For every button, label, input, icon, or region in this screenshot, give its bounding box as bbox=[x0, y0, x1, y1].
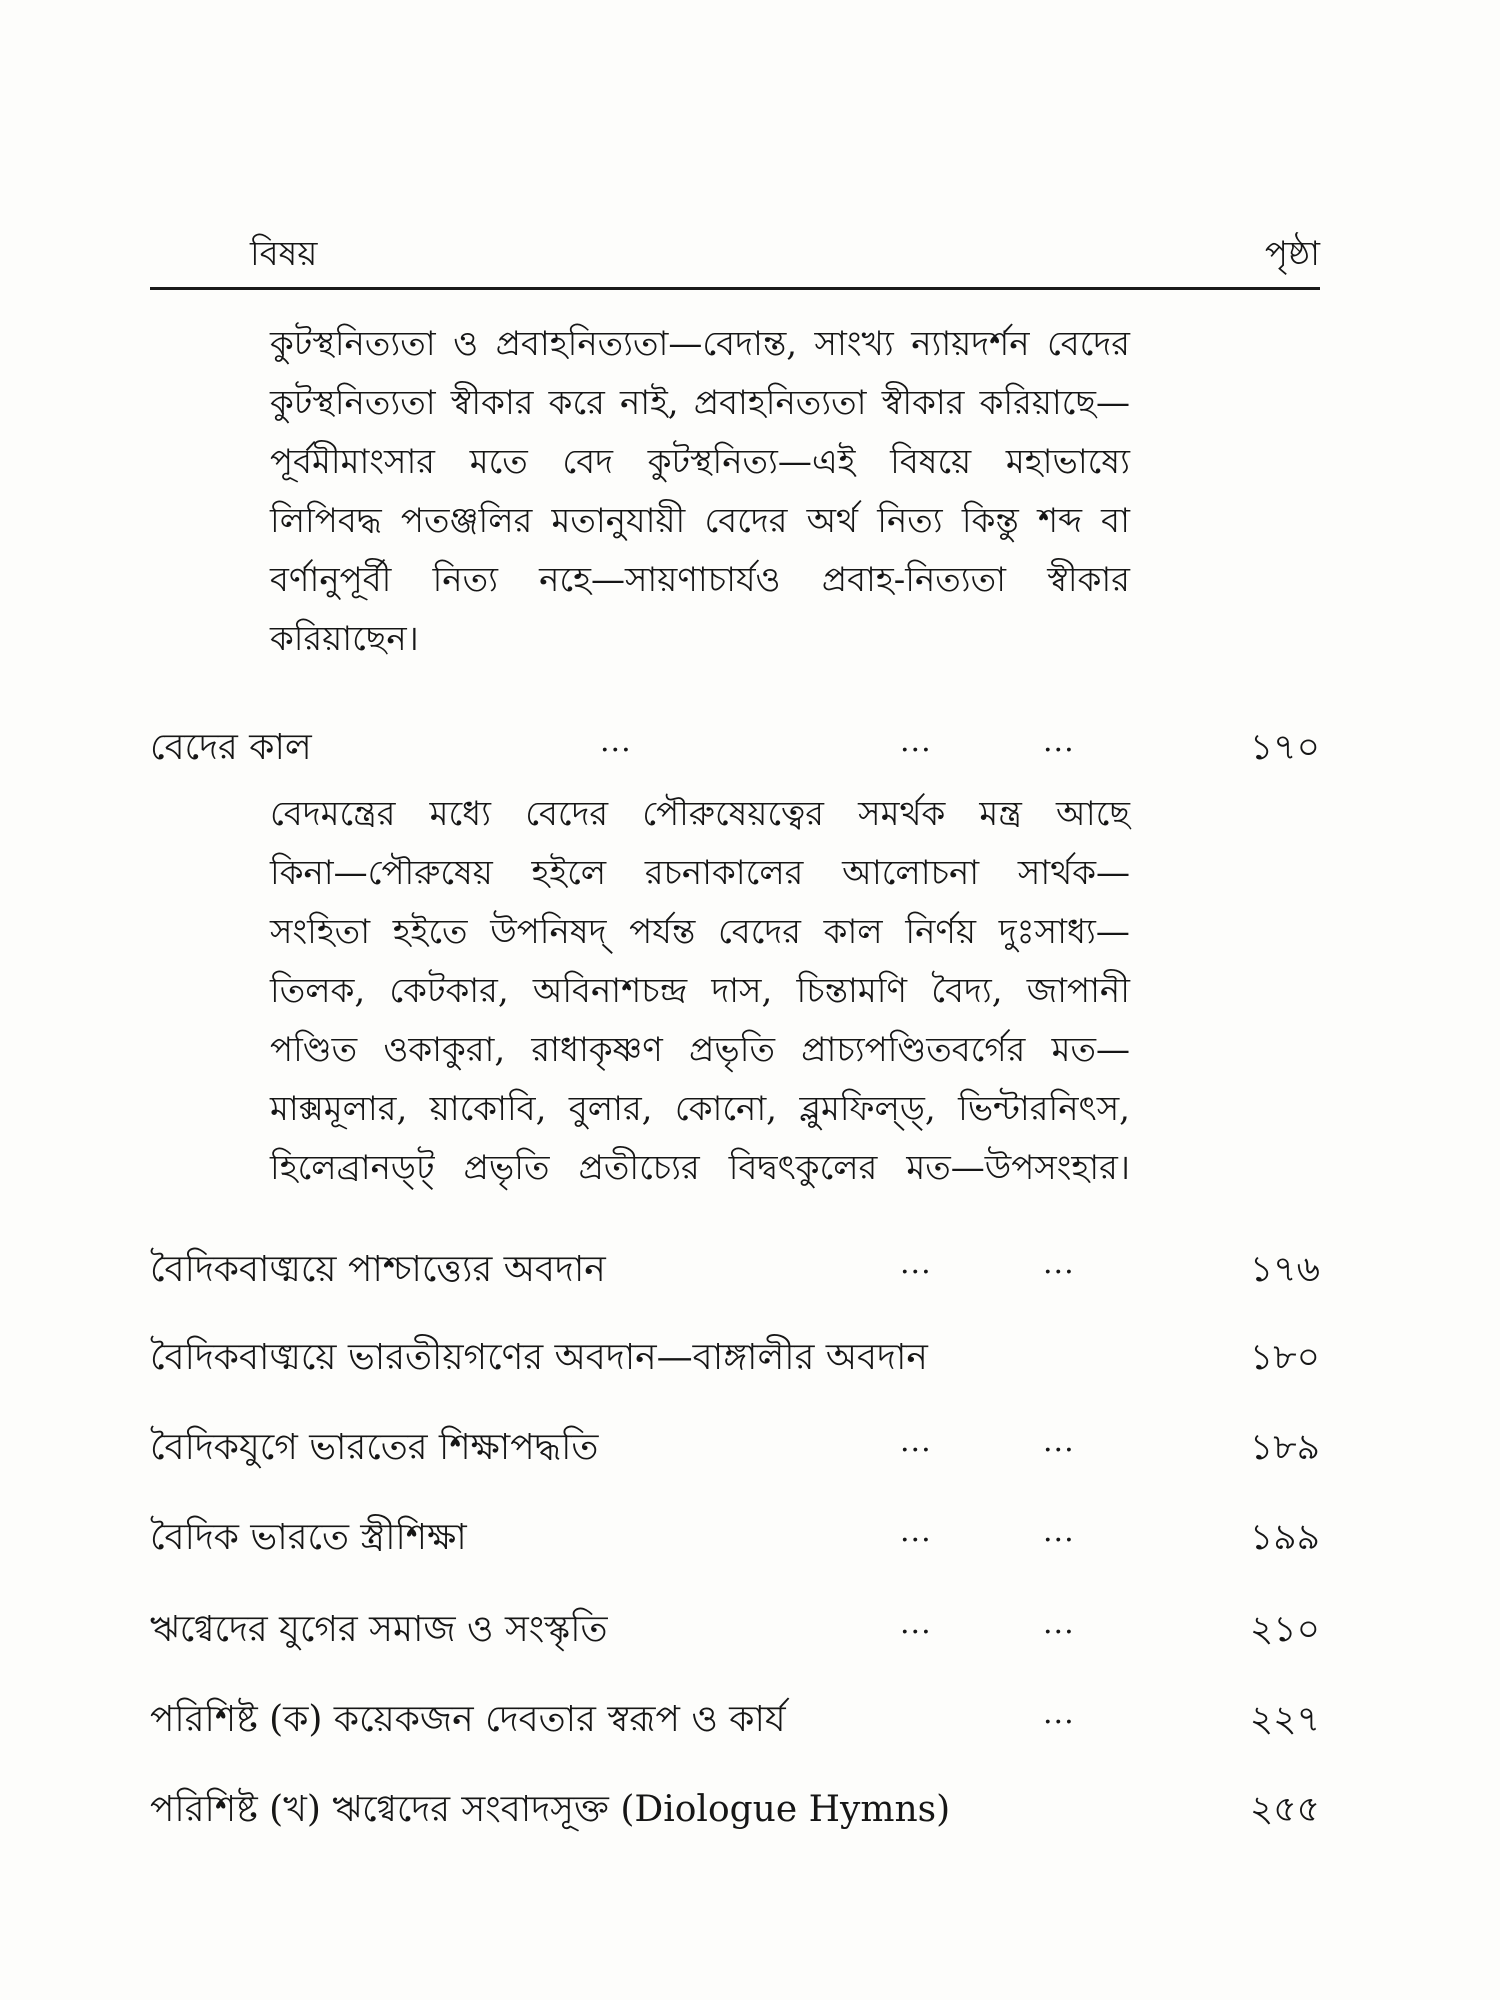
word: কিনা—পৌরুষেয় bbox=[270, 853, 493, 893]
leader-dots: ... bbox=[900, 1514, 932, 1549]
word: মধ্যে bbox=[429, 794, 492, 834]
header-page-label: পৃষ্ঠা bbox=[1264, 234, 1320, 274]
toc-entry-title: বৈদিকযুগে ভারতের শিক্ষাপদ্ধতি bbox=[150, 1427, 599, 1468]
toc-entry-title: পরিশিষ্ট (খ) ঋগ্বেদের সংবাদসূক্ত (Diologue Hymns) bbox=[150, 1789, 951, 1830]
toc-entry[interactable] bbox=[150, 1328, 1320, 1388]
word: প্রাচ্যপণ্ডিতবর্গের bbox=[801, 1030, 1026, 1070]
word: উপনিষদ্ bbox=[490, 912, 607, 952]
toc-entry-title: বৈদিক ভারতে স্ত্রীশিক্ষা bbox=[150, 1517, 467, 1558]
word: করে bbox=[548, 383, 605, 423]
description-line bbox=[270, 844, 1130, 903]
word: স্বীকার bbox=[450, 383, 534, 423]
word: য়াকোবি, bbox=[429, 1089, 547, 1129]
description-line bbox=[270, 1021, 1130, 1080]
toc-entry-page: ২২৭ bbox=[1249, 1699, 1320, 1740]
description-line bbox=[270, 1080, 1130, 1139]
word: নিত্য bbox=[432, 560, 498, 600]
description-line bbox=[270, 610, 1130, 669]
toc-entry-title: বৈদিকবাঙ্ময়ে ভারতীয়গণের অবদান—বাঙ্গালীর অবদান bbox=[150, 1337, 928, 1378]
description-line bbox=[270, 785, 1130, 844]
leader-dots: ... bbox=[900, 1246, 932, 1281]
word: মাক্সমূলার, bbox=[270, 1089, 408, 1129]
word: হইলে bbox=[531, 853, 607, 893]
leader-dots: ... bbox=[1043, 1424, 1075, 1459]
word: বিষয়ে bbox=[890, 442, 972, 482]
word: প্রবাহ-নিত্যতা bbox=[821, 560, 1007, 600]
word: বৈদ্য, bbox=[931, 971, 1003, 1011]
word: সমর্থক bbox=[858, 794, 946, 834]
word: সাংখ্য bbox=[814, 324, 894, 364]
toc-entry-title: বেদের কাল bbox=[150, 727, 312, 768]
word: লিপিবদ্ধ bbox=[270, 501, 382, 541]
toc-entry-title: পরিশিষ্ট (ক) কয়েকজন দেবতার স্বরূপ ও কার্য bbox=[150, 1699, 786, 1740]
leader-dots: ... bbox=[900, 724, 932, 759]
toc-entry-page: ১৭৬ bbox=[1249, 1249, 1320, 1290]
toc-entry-page: ১৮৯ bbox=[1249, 1427, 1320, 1468]
word: স্বীকার bbox=[881, 383, 965, 423]
word: অবিনাশচন্দ্র bbox=[532, 971, 688, 1011]
word: মহাভাষ্যে bbox=[1005, 442, 1130, 482]
word: রচনাকালের bbox=[644, 853, 804, 893]
word: ব্লুমফিল্ড্, bbox=[799, 1089, 936, 1129]
table-of-contents-header bbox=[150, 228, 1320, 288]
toc-entry[interactable] bbox=[150, 1240, 1320, 1300]
word: করিয়াছেন। bbox=[270, 619, 419, 659]
word: পৌরুষেয়ত্বের bbox=[642, 794, 824, 834]
word: তিলক, bbox=[270, 971, 366, 1011]
leader-dots: ... bbox=[1043, 1606, 1075, 1641]
leader-dots: ... bbox=[600, 724, 632, 759]
word: পূর্বমীমাংসার bbox=[270, 442, 436, 482]
word: রাধাকৃষ্ণণ bbox=[531, 1030, 663, 1070]
description-line bbox=[270, 1139, 1130, 1198]
description-line bbox=[270, 962, 1130, 1021]
toc-entry[interactable] bbox=[150, 1690, 1320, 1750]
description-line bbox=[270, 903, 1130, 962]
word: করিয়াছে— bbox=[979, 383, 1130, 423]
word: দাস, bbox=[711, 971, 773, 1011]
header-rule bbox=[150, 287, 1320, 290]
description-line bbox=[270, 492, 1130, 551]
word: কেটকার, bbox=[389, 971, 509, 1011]
word: প্রভৃতি bbox=[689, 1030, 775, 1070]
word: মত— bbox=[1051, 1030, 1130, 1070]
leader-dots: ... bbox=[1043, 1514, 1075, 1549]
leader-dots: ... bbox=[1043, 1246, 1075, 1281]
toc-entry-title: বৈদিকবাঙ্ময়ে পাশ্চাত্ত্যের অবদান bbox=[150, 1249, 606, 1290]
word: মতে bbox=[469, 442, 528, 482]
word: আছে bbox=[1056, 794, 1130, 834]
word: মন্ত্র bbox=[979, 794, 1022, 834]
toc-entry-title: ঋগ্বেদের যুগের সমাজ ও সংস্কৃতি bbox=[150, 1609, 608, 1650]
word: পণ্ডিত bbox=[270, 1030, 358, 1070]
word: বিদ্বৎকুলের bbox=[728, 1148, 878, 1188]
toc-entry-page: ১৮০ bbox=[1249, 1337, 1320, 1378]
word: নিত্য bbox=[877, 501, 943, 541]
toc-entry[interactable] bbox=[150, 1418, 1320, 1478]
toc-entry-page: ১৭০ bbox=[1249, 727, 1320, 768]
word: কুটস্থনিত্যতা bbox=[270, 324, 436, 364]
word: কুটস্থনিত্য—এই bbox=[647, 442, 856, 482]
word: বেদের bbox=[525, 794, 609, 834]
toc-entry[interactable] bbox=[150, 718, 1320, 778]
header-subject-label: বিষয় bbox=[250, 234, 318, 274]
word: প্রবাহনিত্যতা—বেদান্ত, bbox=[495, 324, 798, 364]
word: হিলেব্রানড্ট্ bbox=[270, 1148, 435, 1188]
word: পর্যন্ত bbox=[629, 912, 696, 952]
toc-entry[interactable] bbox=[150, 1508, 1320, 1568]
word: বেদের bbox=[704, 501, 788, 541]
word: স্বীকার bbox=[1047, 560, 1130, 600]
description-line bbox=[270, 315, 1130, 374]
leader-dots: ... bbox=[900, 1424, 932, 1459]
toc-entry[interactable] bbox=[150, 1780, 1320, 1840]
leader-dots: ... bbox=[900, 1606, 932, 1641]
leader-dots: ... bbox=[1043, 724, 1075, 759]
word: বর্ণানুপূর্বী bbox=[270, 560, 392, 600]
word: হইতে bbox=[392, 912, 468, 952]
word: ও bbox=[453, 324, 479, 364]
word: সংহিতা bbox=[270, 912, 371, 952]
word: দুঃসাধ্য— bbox=[998, 912, 1130, 952]
word: নহে—সায়ণাচার্যও bbox=[539, 560, 781, 600]
word: কুটস্থনিত্যতা bbox=[270, 383, 436, 423]
toc-entry-page: ২৫৫ bbox=[1249, 1789, 1320, 1830]
word: জাপানী bbox=[1026, 971, 1130, 1011]
word: ভিন্টারনিৎস, bbox=[958, 1089, 1130, 1129]
word: মত—উপসংহার। bbox=[906, 1148, 1130, 1188]
word: অর্থ bbox=[806, 501, 859, 541]
toc-entry[interactable] bbox=[150, 1600, 1320, 1660]
word: আলোচনা bbox=[842, 853, 980, 893]
description-line bbox=[270, 433, 1130, 492]
word: প্রতীচ্যের bbox=[578, 1148, 700, 1188]
word: কিন্তু bbox=[961, 501, 1019, 541]
word: কোনো, bbox=[674, 1089, 777, 1129]
word: ন্যায়দর্শন bbox=[911, 324, 1030, 364]
word: নাই, bbox=[619, 383, 679, 423]
word: শব্দ bbox=[1037, 501, 1082, 541]
toc-entry-page: ২১০ bbox=[1249, 1609, 1320, 1650]
word: বা bbox=[1101, 501, 1130, 541]
word: বেদের bbox=[717, 912, 801, 952]
word: বেদমন্ত্রের bbox=[270, 794, 396, 834]
leader-dots: ... bbox=[1043, 1696, 1075, 1731]
word: বুলার, bbox=[568, 1089, 653, 1129]
toc-entry-page: ১৯৯ bbox=[1249, 1517, 1320, 1558]
word: নির্ণয় bbox=[905, 912, 976, 952]
word: কাল bbox=[823, 912, 883, 952]
word: চিন্তামণি bbox=[796, 971, 908, 1011]
word: প্রভৃতি bbox=[463, 1148, 550, 1188]
word: বেদ bbox=[562, 442, 614, 482]
toc-description-block-1 bbox=[270, 315, 1130, 669]
description-line bbox=[270, 374, 1130, 433]
word: পতঞ্জলির bbox=[400, 501, 533, 541]
toc-description-block-2 bbox=[270, 785, 1130, 1198]
description-line bbox=[270, 551, 1130, 610]
word: ওকাকুরা, bbox=[383, 1030, 506, 1070]
word: প্রবাহনিত্যতা bbox=[693, 383, 867, 423]
word: মতানুযায়ী bbox=[551, 501, 686, 541]
word: বেদের bbox=[1047, 324, 1130, 364]
word: সার্থক— bbox=[1017, 853, 1130, 893]
